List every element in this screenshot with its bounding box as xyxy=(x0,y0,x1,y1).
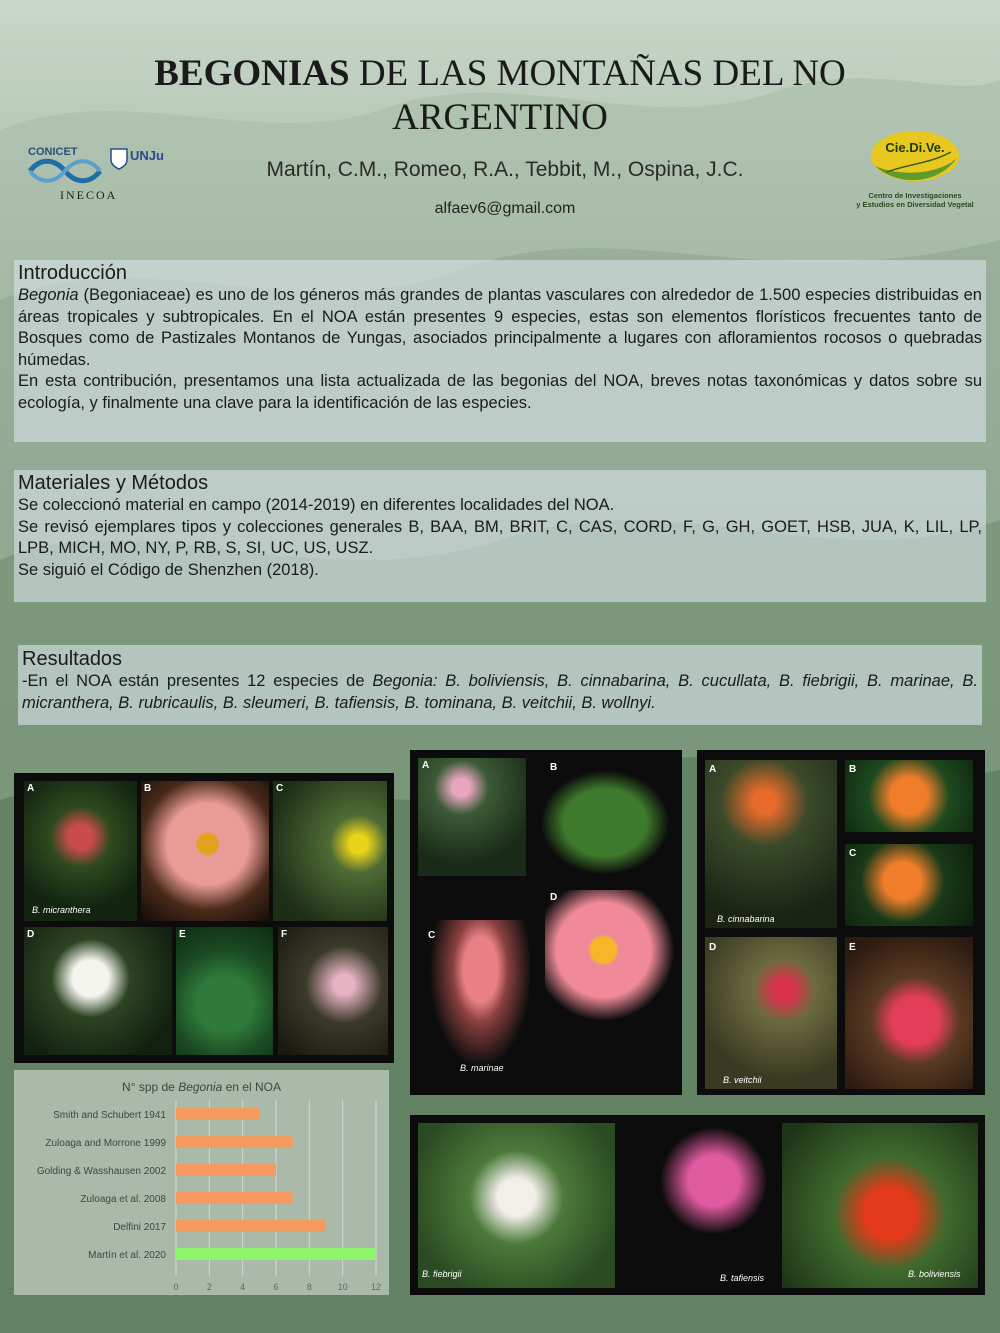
photo-label-b: B xyxy=(144,783,152,794)
photo-fiebrigii[interactable] xyxy=(418,1123,615,1288)
chart-plot xyxy=(14,1070,389,1295)
ciedive-sub1: Centro de Investigaciones xyxy=(868,191,962,200)
unju-shield-icon xyxy=(110,148,128,170)
methods-line-1: Se coleccionó material en campo (2014-2019) en diferentes localidades del NOA. xyxy=(18,496,615,514)
ciedive-name: Cie.Di.Ve. xyxy=(885,140,945,155)
methods-panel xyxy=(14,470,986,602)
chart-x-tick-label: 10 xyxy=(337,1282,348,1292)
results-lead: -En el NOA están presentes 12 especies de xyxy=(22,672,373,690)
photo-panel-fiebrigii-tafiensis-boliviensis xyxy=(410,1115,985,1295)
photo-panel-marinae xyxy=(410,750,682,1095)
photo-tafiensis[interactable] xyxy=(622,1123,775,1288)
photo-label-b: B xyxy=(550,762,558,773)
chart-title-genus: Begonia xyxy=(178,1080,223,1094)
photo-a[interactable] xyxy=(24,781,137,921)
intro-text-1: (Begoniaceae) es uno de los géneros más grandes de plantas vasculares con alrededor de 1.500 especies distribuidas en áreas tropicales y subtropicales. En el NOA están presentes 9 especies, estas son elementos florísticos frecuentes tanto de Bosques como de Pastizales Montanos de Yungas, asociados principalmente a lugares con afloramientos rocosos o quebradas húmedas. xyxy=(18,286,982,369)
photo-label-b: B xyxy=(849,764,857,775)
chart-bar xyxy=(176,1108,259,1120)
chart-x-tick-label: 4 xyxy=(240,1282,246,1292)
conicet-label: CONICET xyxy=(28,146,78,158)
photo-label-c: C xyxy=(849,848,857,859)
photo-label-d: D xyxy=(27,929,35,940)
chart-bar xyxy=(176,1248,376,1260)
chart-category-label: Delfini 2017 xyxy=(113,1222,166,1233)
caption-micranthera: B. micranthera xyxy=(32,905,91,915)
photo-b[interactable] xyxy=(141,781,269,921)
chart-bar xyxy=(176,1220,326,1232)
photo-d[interactable] xyxy=(545,890,675,1090)
photo-label-a: A xyxy=(422,760,430,771)
photo-c[interactable] xyxy=(273,781,387,921)
intro-heading: Introducción xyxy=(18,262,127,284)
chart-bar xyxy=(176,1164,276,1176)
ciedive-sub2: y Estudios en Diversidad Vegetal xyxy=(856,200,974,209)
chart-x-tick-label: 6 xyxy=(273,1282,279,1292)
photo-d[interactable] xyxy=(705,937,837,1089)
authors: Martín, C.M., Romeo, R.A., Tebbit, M., Ospina, J.C. xyxy=(266,158,744,181)
caption-fiebrigii: B. fiebrigii xyxy=(422,1269,462,1279)
chart-category-label: Zuloaga et al. 2008 xyxy=(80,1194,166,1205)
photo-label-d: D xyxy=(709,942,717,953)
photo-b[interactable] xyxy=(540,770,670,875)
photo-c[interactable] xyxy=(420,920,530,1085)
chart-category-label: Martín et al. 2020 xyxy=(88,1250,166,1261)
genus-name: Begonia xyxy=(18,286,79,304)
photo-e[interactable] xyxy=(845,937,973,1089)
caption-tafiensis: B. tafiensis xyxy=(720,1273,765,1283)
intro-paragraph-1 xyxy=(18,285,982,371)
photo-e[interactable] xyxy=(176,927,273,1055)
title-rest: DE LAS MONTAÑAS DEL NO ARGENTINO xyxy=(349,53,846,138)
photo-c[interactable] xyxy=(845,844,973,926)
intro-paragraph-2: En esta contribución, presentamos una lista actualizada de las begonias del NOA, breves notas taxonómicas y datos sobre su ecología, y finalmente una clave para la identificación de las especies. xyxy=(18,372,982,412)
results-text xyxy=(22,671,978,714)
chart-x-tick-label: 0 xyxy=(173,1282,179,1292)
photo-label-c: C xyxy=(428,930,436,941)
photo-label-c: C xyxy=(276,783,284,794)
chart-category-label: Zuloaga and Morrone 1999 xyxy=(45,1138,166,1149)
caption-cinnabarina: B. cinnabarina xyxy=(717,914,775,924)
chart-title-prefix: N° spp de xyxy=(122,1080,179,1094)
chart-x-tick-label: 12 xyxy=(370,1282,382,1292)
caption-marinae: B. marinae xyxy=(460,1063,504,1073)
institution-logos xyxy=(22,142,172,210)
photo-d[interactable] xyxy=(24,927,172,1055)
chart-bar xyxy=(176,1192,293,1204)
photo-a[interactable] xyxy=(418,758,526,876)
intro-panel xyxy=(14,260,986,442)
poster-title xyxy=(100,52,900,140)
photo-boliviensis[interactable] xyxy=(782,1123,978,1288)
methods-heading: Materiales y Métodos xyxy=(18,472,209,494)
chart-x-tick-label: 8 xyxy=(306,1282,312,1292)
species-count-chart xyxy=(14,1070,389,1295)
unju-label: UNJu xyxy=(130,148,164,163)
ciedive-logo xyxy=(845,128,985,213)
photo-f[interactable] xyxy=(278,927,388,1055)
chart-title-suffix: en el NOA xyxy=(222,1080,281,1094)
chart-category-label: Smith and Schubert 1941 xyxy=(53,1110,166,1121)
leaf-logo-icon xyxy=(867,128,963,186)
chart-x-tick-label: 2 xyxy=(206,1282,212,1292)
results-species: Begonia: B. boliviensis, B. cinnabarina, B. cucullata, B. fiebrigii, B. marinae, B. micranthera, B. rubricaulis, B. sleumeri, B. tafiensis, B. tominana, B. veitchii, B. wollnyi. xyxy=(22,672,978,712)
methods-line-3: Se siguió el Código de Shenzhen (2018). xyxy=(18,560,319,579)
caption-veitchii: B. veitchii xyxy=(723,1075,762,1085)
photo-b[interactable] xyxy=(845,760,973,832)
chart-bar xyxy=(176,1136,293,1148)
photo-label-a: A xyxy=(27,783,35,794)
photo-label-e: E xyxy=(179,929,186,940)
results-panel xyxy=(18,645,982,725)
photo-a[interactable] xyxy=(705,760,837,928)
conicet-logo-icon xyxy=(26,158,104,184)
caption-boliviensis: B. boliviensis xyxy=(908,1269,961,1279)
photo-panel-cinnabarina-veitchii xyxy=(697,750,985,1095)
photo-label-f: F xyxy=(281,929,288,940)
photo-label-a: A xyxy=(709,764,717,775)
chart-category-label: Golding & Wasshausen 2002 xyxy=(36,1166,166,1177)
title-bold: BEGONIAS xyxy=(154,53,350,94)
photo-label-e: E xyxy=(849,942,856,953)
email-link[interactable]: alfaev6@gmail.com xyxy=(434,200,576,217)
inecoa-label: INECOA xyxy=(60,188,118,202)
photo-panel-micranthera xyxy=(14,773,394,1063)
photo-label-d: D xyxy=(550,892,558,903)
results-heading: Resultados xyxy=(22,648,123,670)
methods-line-2: Se revisó ejemplares tipos y colecciones generales B, BAA, BM, BRIT, C, CAS, CORD, F, G, GH, GOET, HSB, JUA, K, LIL, LP, LPB, MICH, MO, NY, P, RB, S, SI, UC, US, USZ. xyxy=(18,517,982,557)
